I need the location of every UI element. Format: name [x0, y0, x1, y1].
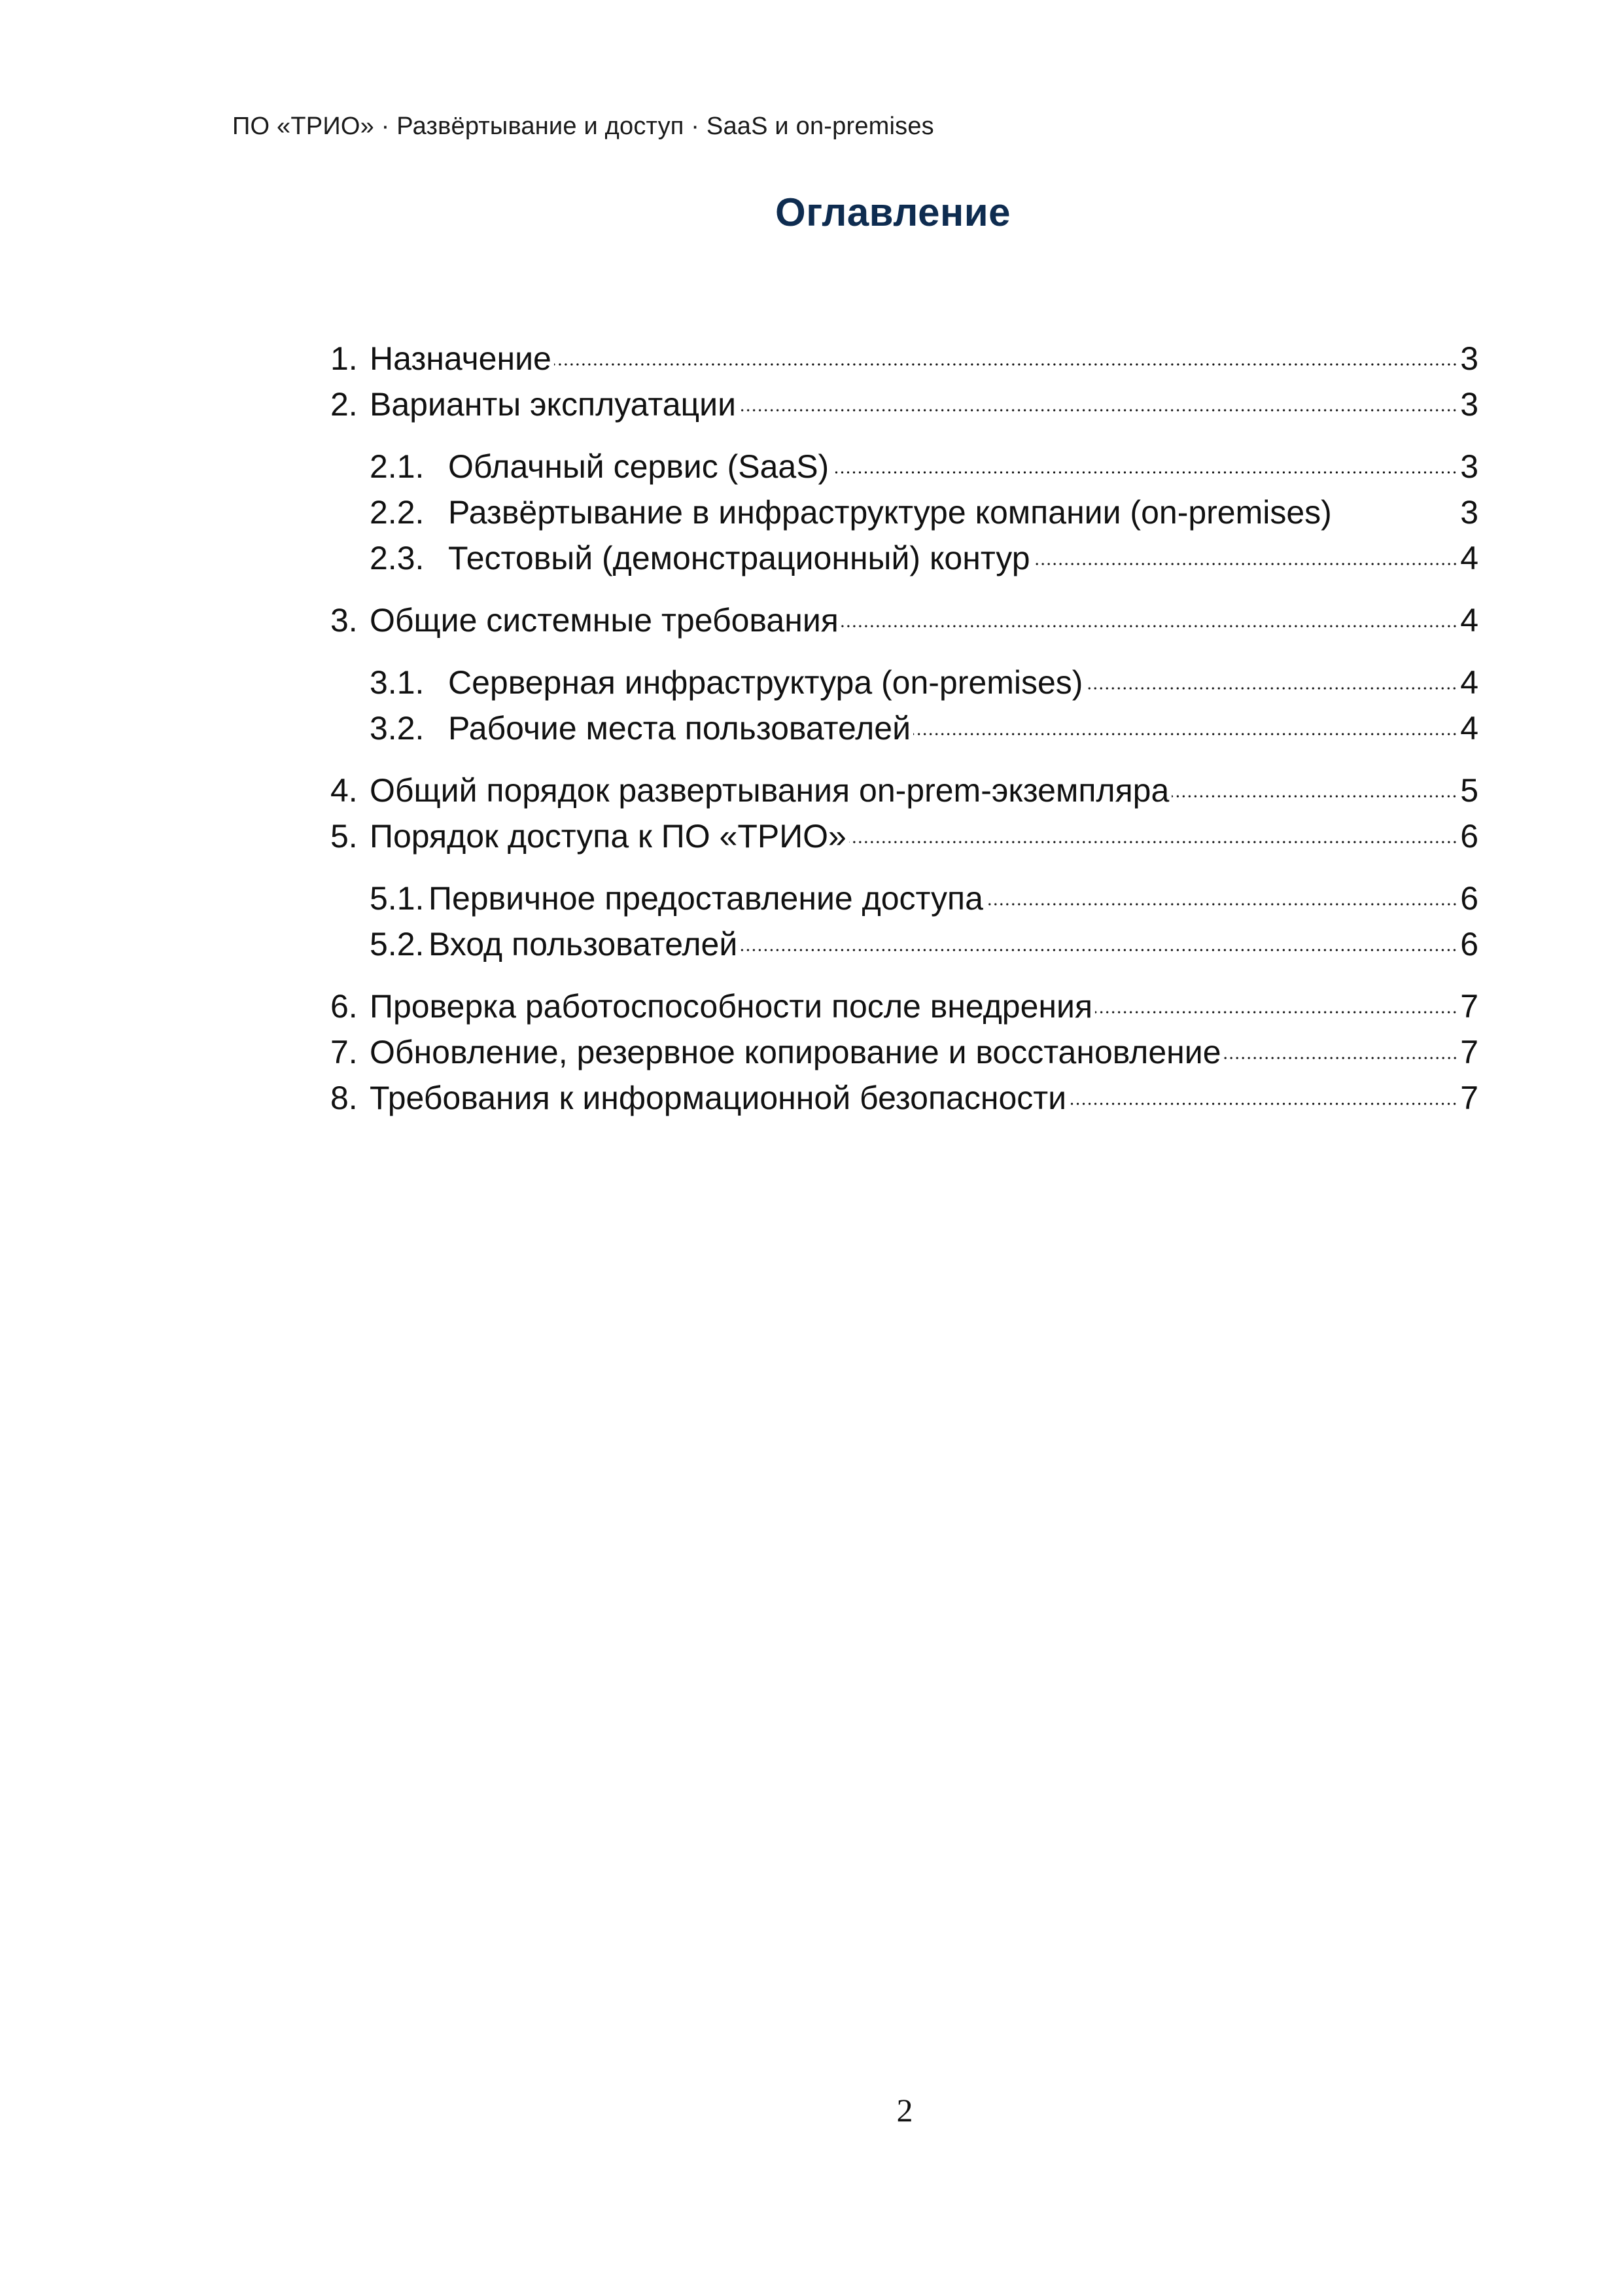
toc-entry-5-1[interactable]	[370, 877, 1478, 923]
toc-entry-page: 3	[1460, 386, 1478, 423]
toc-entry-6[interactable]	[330, 985, 1478, 1031]
toc-entry-number: 2.2.	[370, 494, 425, 531]
toc-entry-number: 7.	[330, 1034, 358, 1070]
toc-entry-number: 6.	[330, 988, 358, 1025]
toc-leader-dots	[1085, 661, 1457, 694]
toc-leader-dots	[849, 815, 1457, 847]
toc-entry-page: 7	[1460, 1080, 1478, 1116]
toc-entry-2-1[interactable]	[370, 445, 1478, 491]
toc-entry-page: 3	[1460, 494, 1478, 531]
toc-entry-3[interactable]	[330, 599, 1478, 645]
toc-leader-dots	[913, 707, 1457, 739]
toc-entry-4[interactable]	[330, 769, 1478, 815]
toc-entry-page: 3	[1460, 448, 1478, 485]
toc-entry-page: 7	[1460, 1034, 1478, 1070]
toc-entry-text: Требования к информационной безопасности	[370, 1080, 1067, 1116]
toc-entry-page: 6	[1460, 818, 1478, 855]
toc-leader-dots	[1332, 491, 1460, 523]
toc-entry-number: 1.	[330, 340, 358, 377]
toc-entry-text: Общий порядок развертывания on-prem-экземпляра	[370, 772, 1170, 809]
toc-entry-text: Облачный сервис (SaaS)	[448, 448, 829, 485]
toc-entry-text: Общие системные требования	[370, 602, 839, 639]
toc-entry-text: Первичное предоставление доступа	[428, 880, 983, 917]
toc-leader-dots	[1095, 985, 1457, 1017]
toc-entry-number: 3.	[330, 602, 358, 639]
page-number: 2	[896, 2092, 913, 2128]
toc-entry-number: 2.1.	[370, 448, 425, 485]
toc-entry-5-2[interactable]	[370, 923, 1478, 968]
toc-entry-text: Вход пользователей	[428, 926, 738, 963]
toc-entry-number: 4.	[330, 772, 358, 809]
toc-leader-dots	[1069, 1076, 1457, 1109]
toc-entry-page: 6	[1460, 880, 1478, 917]
toc-entry-2-2[interactable]	[370, 491, 1478, 537]
toc-entry-number: 2.3.	[370, 540, 425, 576]
toc-entry-text: Проверка работоспособности после внедрения	[370, 988, 1093, 1025]
toc-entry-text: Серверная инфраструктура (on-premises)	[448, 664, 1083, 701]
toc-entry-3-1[interactable]	[370, 661, 1478, 707]
toc-leader-dots	[841, 599, 1457, 631]
toc-entry-number: 3.2.	[370, 710, 425, 747]
toc-leader-dots	[986, 877, 1457, 910]
toc-leader-dots	[831, 445, 1457, 478]
toc-entry-page: 4	[1460, 664, 1478, 701]
toc-entry-number: 2.	[330, 386, 358, 423]
toc-entry-7[interactable]	[330, 1031, 1478, 1076]
toc-leader-dots	[740, 923, 1457, 955]
toc-entry-page: 4	[1460, 540, 1478, 576]
toc-entry-text: Тестовый (демонстрационный) контур	[448, 540, 1030, 576]
toc-leader-dots	[1033, 537, 1458, 569]
toc-entry-5[interactable]	[330, 815, 1478, 860]
toc-title: Оглавление	[775, 190, 1011, 234]
toc-leader-dots	[554, 337, 1457, 370]
toc-entry-text: Назначение	[370, 340, 551, 377]
toc-entry-2-3[interactable]	[370, 537, 1478, 582]
toc-leader-dots	[1172, 769, 1457, 802]
toc-entry-text: Рабочие места пользователей	[448, 710, 911, 747]
toc-entry-8[interactable]	[330, 1076, 1478, 1122]
toc-entry-3-2[interactable]	[370, 707, 1478, 752]
toc-entry-number: 5.1.	[370, 880, 425, 917]
toc-entry-2[interactable]	[330, 383, 1478, 429]
toc-entry-text: Развёртывание в инфраструктуре компании (on-premises)	[448, 494, 1332, 531]
toc-entry-page: 6	[1460, 926, 1478, 963]
toc-entry-number: 3.1.	[370, 664, 425, 701]
toc-entry-text: Обновление, резервное копирование и восстановление	[370, 1034, 1221, 1070]
toc-entry-page: 3	[1460, 340, 1478, 377]
toc-entry-page: 4	[1460, 710, 1478, 747]
toc-entry-text: Порядок доступа к ПО «ТРИО»	[370, 818, 846, 855]
toc-entry-page: 7	[1460, 988, 1478, 1025]
running-header: ПО «ТРИО» · Развёртывание и доступ · SaaS и on-premises	[232, 113, 934, 140]
toc-entry-text: Варианты эксплуатации	[370, 386, 737, 423]
toc-entry-page: 5	[1460, 772, 1478, 809]
toc-entry-number: 8.	[330, 1080, 358, 1116]
toc-entry-1[interactable]	[330, 337, 1478, 383]
toc-entry-page: 4	[1460, 602, 1478, 639]
toc-leader-dots	[739, 383, 1457, 415]
toc-entry-number: 5.	[330, 818, 358, 855]
toc-entry-number: 5.2.	[370, 926, 425, 963]
toc-leader-dots	[1224, 1031, 1458, 1063]
